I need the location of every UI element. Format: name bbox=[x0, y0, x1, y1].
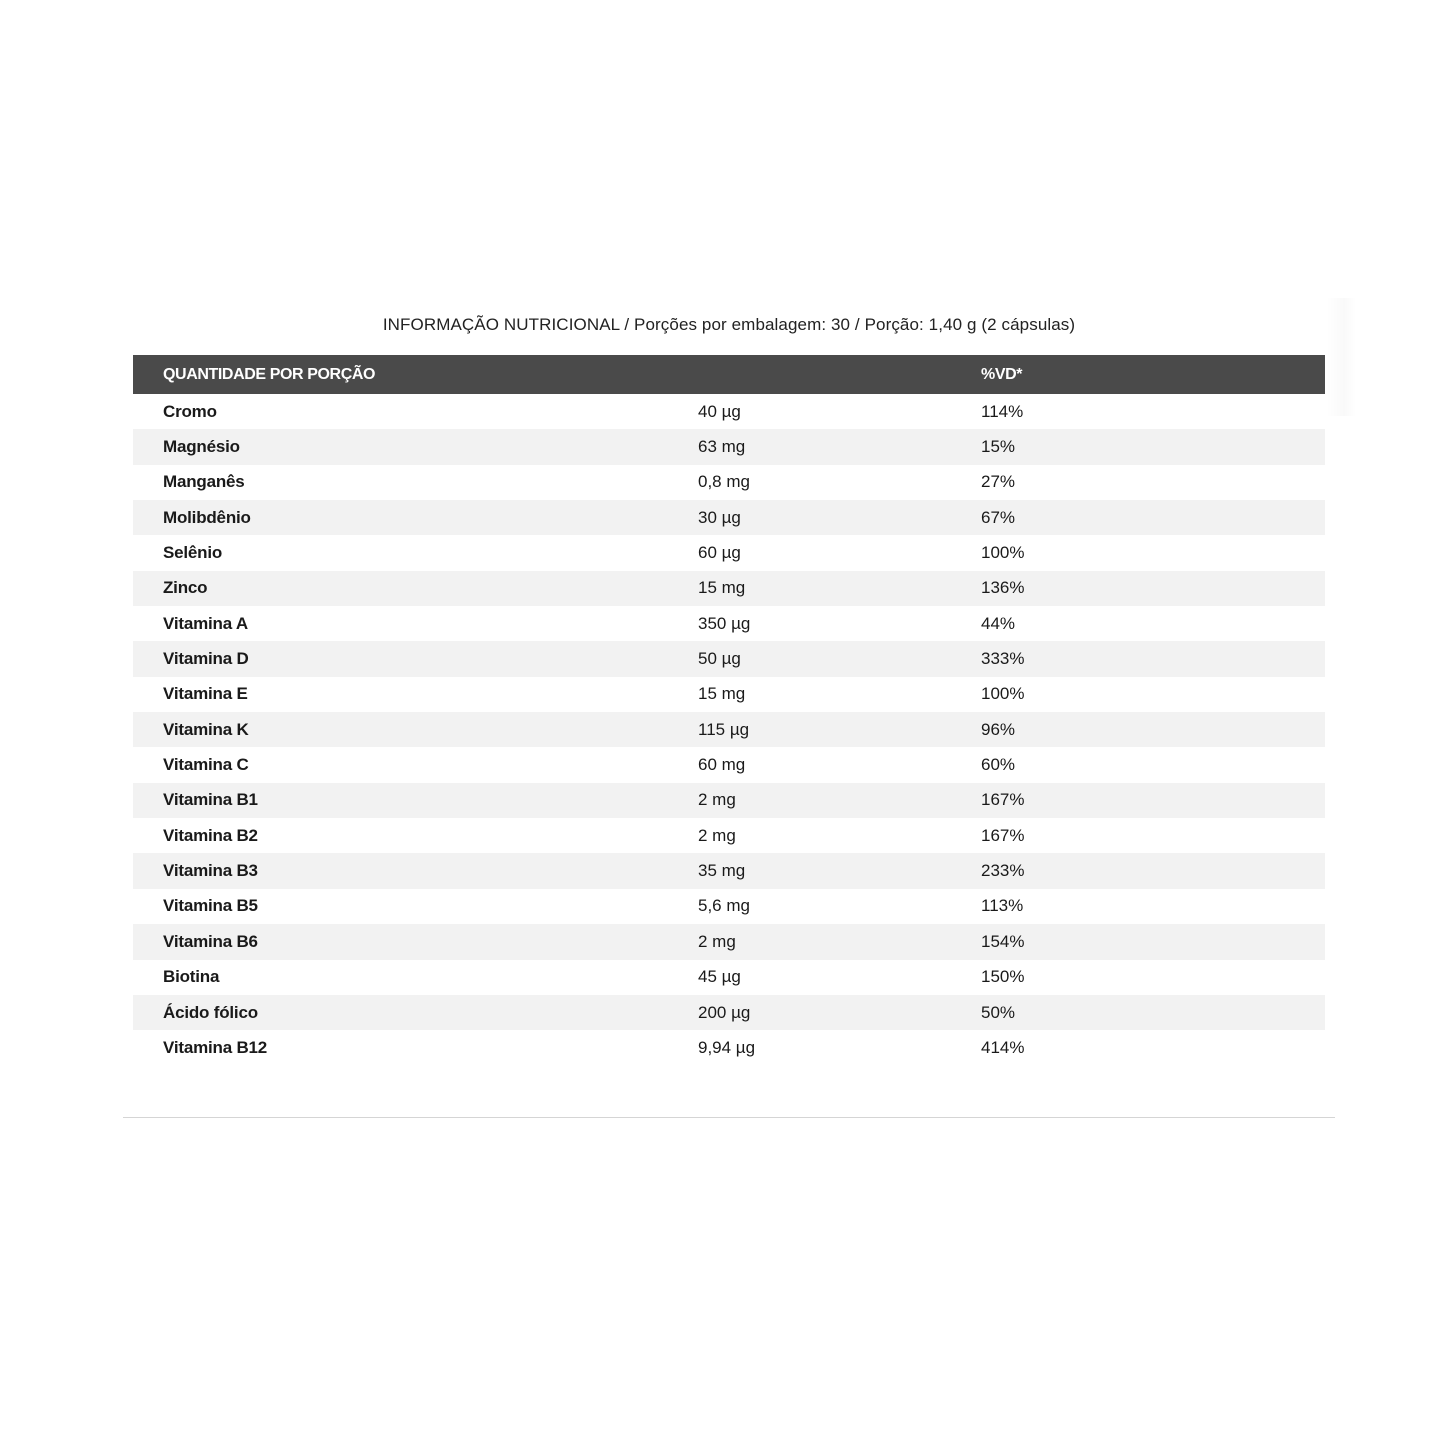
nutrient-daily-value: 114% bbox=[981, 401, 1024, 421]
nutrient-amount: 15 mg bbox=[698, 578, 746, 598]
table-row bbox=[133, 747, 1325, 782]
table-row bbox=[133, 606, 1325, 641]
nutrient-amount: 50 µg bbox=[698, 649, 741, 669]
nutrient-daily-value: 167% bbox=[981, 790, 1025, 810]
nutrient-name: Cromo bbox=[163, 401, 217, 421]
table-row bbox=[133, 535, 1325, 570]
nutrient-daily-value: 333% bbox=[981, 649, 1025, 669]
nutrient-name: Vitamina B2 bbox=[163, 825, 258, 845]
nutrient-daily-value: 414% bbox=[981, 1037, 1025, 1057]
nutrient-amount: 30 µg bbox=[698, 507, 741, 527]
table-row bbox=[133, 783, 1325, 818]
nutrient-name: Ácido fólico bbox=[163, 1002, 258, 1022]
nutrient-daily-value: 96% bbox=[981, 719, 1016, 739]
table-row bbox=[133, 677, 1325, 712]
nutrient-daily-value: 154% bbox=[981, 931, 1025, 951]
table-row bbox=[133, 712, 1325, 747]
nutrient-daily-value: 100% bbox=[981, 543, 1025, 563]
table-row bbox=[133, 960, 1325, 995]
table-row bbox=[133, 429, 1325, 464]
nutrient-amount: 15 mg bbox=[698, 684, 746, 704]
nutrient-amount: 35 mg bbox=[698, 861, 746, 881]
nutrient-amount: 350 µg bbox=[698, 613, 751, 633]
table-row bbox=[133, 571, 1325, 606]
nutrient-daily-value: 113% bbox=[981, 896, 1024, 916]
nutrient-amount: 2 mg bbox=[698, 790, 736, 810]
nutrient-daily-value: 67% bbox=[981, 507, 1016, 527]
edge-shadow bbox=[1326, 298, 1356, 416]
header-row bbox=[133, 355, 1325, 394]
nutrient-amount: 45 µg bbox=[698, 967, 741, 987]
table-header bbox=[133, 355, 1325, 394]
nutrient-name: Vitamina B12 bbox=[163, 1037, 268, 1057]
table-body bbox=[133, 394, 1325, 1066]
nutrient-daily-value: 27% bbox=[981, 472, 1016, 492]
nutrient-name: Molibdênio bbox=[163, 507, 251, 527]
nutrient-daily-value: 136% bbox=[981, 578, 1025, 598]
nutrient-daily-value: 60% bbox=[981, 755, 1016, 775]
nutrient-daily-value: 50% bbox=[981, 1002, 1016, 1022]
nutrient-amount: 40 µg bbox=[698, 401, 741, 421]
nutrient-name: Selênio bbox=[163, 543, 223, 563]
nutrient-daily-value: 44% bbox=[981, 613, 1016, 633]
nutrient-name: Vitamina B1 bbox=[163, 790, 258, 810]
nutrient-amount: 60 mg bbox=[698, 755, 746, 775]
nutrient-amount: 2 mg bbox=[698, 931, 736, 951]
nutrient-name: Magnésio bbox=[163, 437, 240, 457]
nutrient-daily-value: 15% bbox=[981, 437, 1016, 457]
table-row bbox=[133, 394, 1325, 429]
nutrient-daily-value: 100% bbox=[981, 684, 1025, 704]
nutrient-name: Biotina bbox=[163, 967, 220, 987]
table-row bbox=[133, 995, 1325, 1030]
nutrient-amount: 0,8 mg bbox=[698, 472, 750, 492]
nutrient-amount: 5,6 mg bbox=[698, 896, 750, 916]
nutrient-amount: 200 µg bbox=[698, 1002, 751, 1022]
nutrient-name: Manganês bbox=[163, 472, 245, 492]
table-row bbox=[133, 853, 1325, 888]
nutrient-daily-value: 233% bbox=[981, 861, 1025, 881]
nutrient-amount: 115 µg bbox=[698, 719, 750, 739]
table-caption: INFORMAÇÃO NUTRICIONAL / Porções por embalagem: 30 / Porção: 1,40 g (2 cápsulas) bbox=[382, 315, 1076, 334]
nutrient-name: Vitamina C bbox=[163, 755, 249, 775]
table-row bbox=[133, 500, 1325, 535]
nutrient-name: Vitamina E bbox=[163, 684, 248, 704]
nutrient-amount: 63 mg bbox=[698, 437, 746, 457]
nutrient-name: Vitamina B3 bbox=[163, 861, 258, 881]
nutrition-table bbox=[133, 355, 1325, 1066]
table-row bbox=[133, 1030, 1325, 1065]
nutrient-name: Vitamina A bbox=[163, 613, 248, 633]
table-row bbox=[133, 465, 1325, 500]
nutrient-name: Vitamina D bbox=[163, 649, 249, 669]
nutrient-name: Zinco bbox=[163, 578, 208, 598]
nutrient-amount: 2 mg bbox=[698, 825, 736, 845]
header-quantity: QUANTIDADE POR PORÇÃO bbox=[163, 365, 376, 383]
nutrient-name: Vitamina B6 bbox=[163, 931, 258, 951]
nutrient-name: Vitamina K bbox=[163, 719, 249, 739]
nutrient-daily-value: 167% bbox=[981, 825, 1025, 845]
table-row bbox=[133, 889, 1325, 924]
nutrient-name: Vitamina B5 bbox=[163, 896, 258, 916]
table-row bbox=[133, 818, 1325, 853]
nutrient-amount: 9,94 µg bbox=[698, 1037, 756, 1057]
header-daily-value: %VD* bbox=[981, 365, 1023, 383]
section-divider bbox=[123, 1117, 1335, 1118]
table-row bbox=[133, 641, 1325, 676]
table-row bbox=[133, 924, 1325, 959]
nutrient-daily-value: 150% bbox=[981, 967, 1025, 987]
header-amount bbox=[698, 355, 981, 394]
nutrient-amount: 60 µg bbox=[698, 543, 741, 563]
